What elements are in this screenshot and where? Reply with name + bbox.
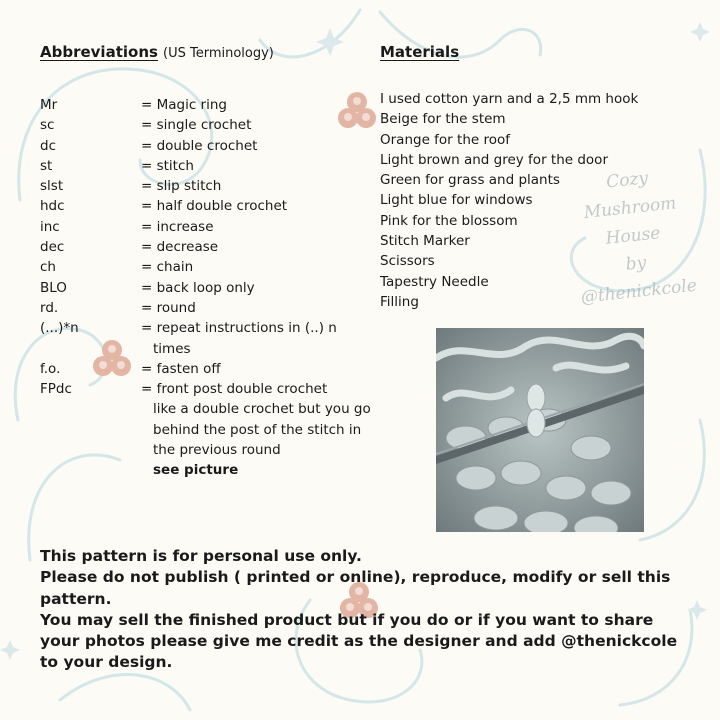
abbreviation-row [40, 115, 411, 135]
notice-line: You may sell the finished product but if you do or if you want to share your photos please give me credit as the designer and add @thenickcole to your design. [40, 610, 678, 672]
abbreviation-definition: = double crochet [141, 137, 258, 154]
abbreviation-definition: = repeat instructions in (..) n [141, 320, 337, 337]
abbreviation-definition: = chain [141, 259, 194, 276]
abbreviation-row [40, 136, 411, 156]
abbreviation-term: ch [40, 259, 56, 276]
abbreviation-row [40, 298, 411, 318]
abbreviation-term: FPdc [40, 381, 72, 398]
abbreviation-row [40, 95, 411, 115]
abbreviation-row [40, 359, 411, 379]
abbreviation-term: hdc [40, 198, 65, 215]
abbreviations-heading [40, 42, 274, 61]
material-item: Scissors [380, 253, 435, 270]
abbreviation-definition: = fasten off [141, 360, 221, 377]
material-item: Pink for the blossom [380, 212, 518, 229]
abbreviation-term: dc [40, 137, 56, 154]
abbreviation-term: slst [40, 178, 64, 195]
material-item: Filling [380, 293, 419, 310]
abbreviation-continuation: times [153, 340, 191, 357]
abbreviation-row [40, 379, 411, 399]
notice-line: Please do not publish ( printed or online), reproduce, modify or sell this pattern. [40, 568, 671, 608]
materials-title: Materials [380, 43, 460, 61]
materials-list [380, 89, 638, 312]
abbreviation-row [40, 176, 411, 196]
material-item: I used cotton yarn and a 2,5 mm hook [380, 91, 639, 107]
abbreviation-row [40, 278, 411, 298]
abbreviation-term: st [40, 157, 53, 174]
abbreviation-row [40, 196, 411, 216]
abbreviation-definition: = back loop only [141, 279, 255, 296]
watermark-line: House [604, 223, 662, 249]
abbreviation-term: sc [40, 117, 55, 134]
abbreviation-definition: = slip stitch [141, 178, 222, 195]
fpdc-stitch-image [436, 328, 644, 532]
abbreviation-definition: = decrease [141, 239, 219, 256]
abbreviation-row [40, 237, 411, 257]
watermark-line: @thenickcole [579, 275, 698, 308]
abbreviation-definition: = Magic ring [141, 97, 227, 113]
abbreviation-definition: = stitch [141, 157, 194, 174]
abbreviation-term: f.o. [40, 360, 61, 377]
abbreviation-term: (...)*n [40, 320, 79, 337]
abbreviation-row [40, 318, 411, 338]
abbreviation-definition: = half double crochet [141, 198, 288, 215]
abbreviation-row [40, 156, 411, 176]
fpdc-description-line: behind the post of the stitch in [153, 421, 362, 438]
terminology-note: (US Terminology) [163, 46, 274, 61]
crochet-photo [436, 328, 644, 532]
watermark-line: by [624, 252, 648, 275]
watermark-line: Mushroom [582, 193, 678, 223]
abbreviation-definition: = round [141, 299, 196, 316]
abbreviations-list [40, 95, 411, 481]
abbreviation-row [40, 217, 411, 237]
abbreviation-term: dec [40, 239, 65, 256]
notice-line: This pattern is for personal use only. [40, 547, 362, 565]
watermark-line: Cozy [605, 168, 649, 193]
abbreviation-definition: = increase [141, 218, 214, 235]
material-item: Light brown and grey for the door [380, 151, 608, 168]
abbreviation-definition: = front post double crochet [141, 381, 328, 398]
usage-notice [40, 546, 690, 674]
abbreviation-term: Mr [40, 97, 58, 113]
materials-heading [380, 42, 459, 61]
abbreviation-definition: = single crochet [141, 117, 252, 134]
material-item: Light blue for windows [380, 192, 533, 209]
fpdc-description-line: the previous round [153, 442, 281, 459]
abbreviation-term: rd. [40, 299, 59, 316]
material-item: Tapestry Needle [380, 273, 489, 290]
abbreviation-term: inc [40, 218, 60, 235]
material-item: Stitch Marker [380, 233, 470, 250]
material-item: Beige for the stem [380, 111, 506, 128]
abbreviation-term: BLO [40, 279, 67, 296]
material-item: Orange for the roof [380, 131, 510, 148]
see-picture-note: see picture [153, 462, 239, 479]
abbreviation-row [40, 257, 411, 277]
fpdc-description-line: like a double crochet but you go [153, 401, 371, 418]
material-item: Green for grass and plants [380, 172, 560, 189]
abbreviations-title: Abbreviations [40, 43, 158, 61]
